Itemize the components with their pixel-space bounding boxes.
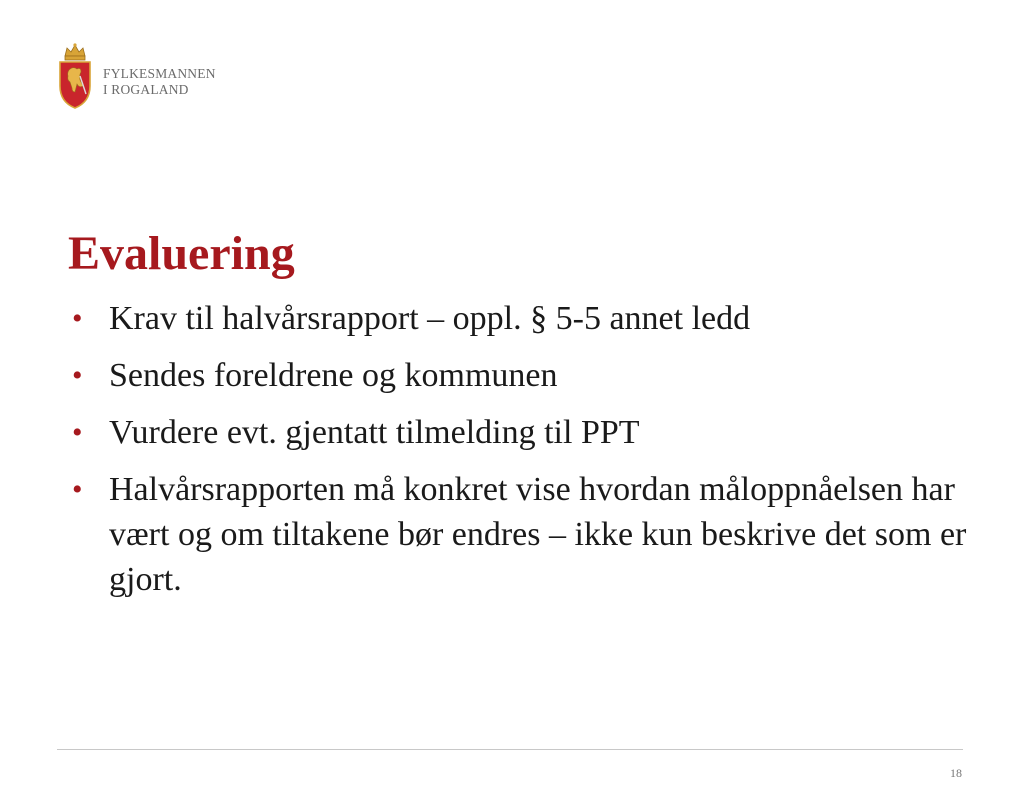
organization-logo bbox=[57, 42, 216, 110]
bullet-item bbox=[68, 296, 968, 341]
bullet-dot-icon: • bbox=[72, 473, 83, 506]
bullet-dot-icon: • bbox=[72, 359, 83, 392]
bullet-list bbox=[68, 296, 968, 614]
organization-name bbox=[103, 66, 216, 98]
bullet-item bbox=[68, 353, 968, 398]
bullet-dot-icon: • bbox=[72, 302, 83, 335]
page-number: 18 bbox=[950, 766, 962, 780]
bullet-text: Sendes foreldrene og kommunen bbox=[109, 357, 558, 394]
footer-divider bbox=[57, 749, 963, 750]
bullet-item bbox=[68, 410, 968, 455]
bullet-text: Krav til halvårsrapport – oppl. § 5-5 annet ledd bbox=[109, 300, 751, 337]
bullet-text: Vurdere evt. gjentatt tilmelding til PPT bbox=[109, 414, 640, 451]
coat-of-arms-icon bbox=[57, 42, 93, 110]
bullet-text: Halvårsrapporten må konkret vise hvordan måloppnåelsen har vært og om tiltakene bør endres – ikke kun beskrive det som er gjort. bbox=[109, 471, 967, 598]
bullet-item bbox=[68, 467, 968, 602]
slide-title: Evaluering bbox=[68, 227, 295, 280]
organization-name-line-2: I ROGALAND bbox=[103, 82, 189, 97]
bullet-dot-icon: • bbox=[72, 416, 83, 449]
organization-name-line-1: FYLKESMANNEN bbox=[103, 66, 216, 81]
